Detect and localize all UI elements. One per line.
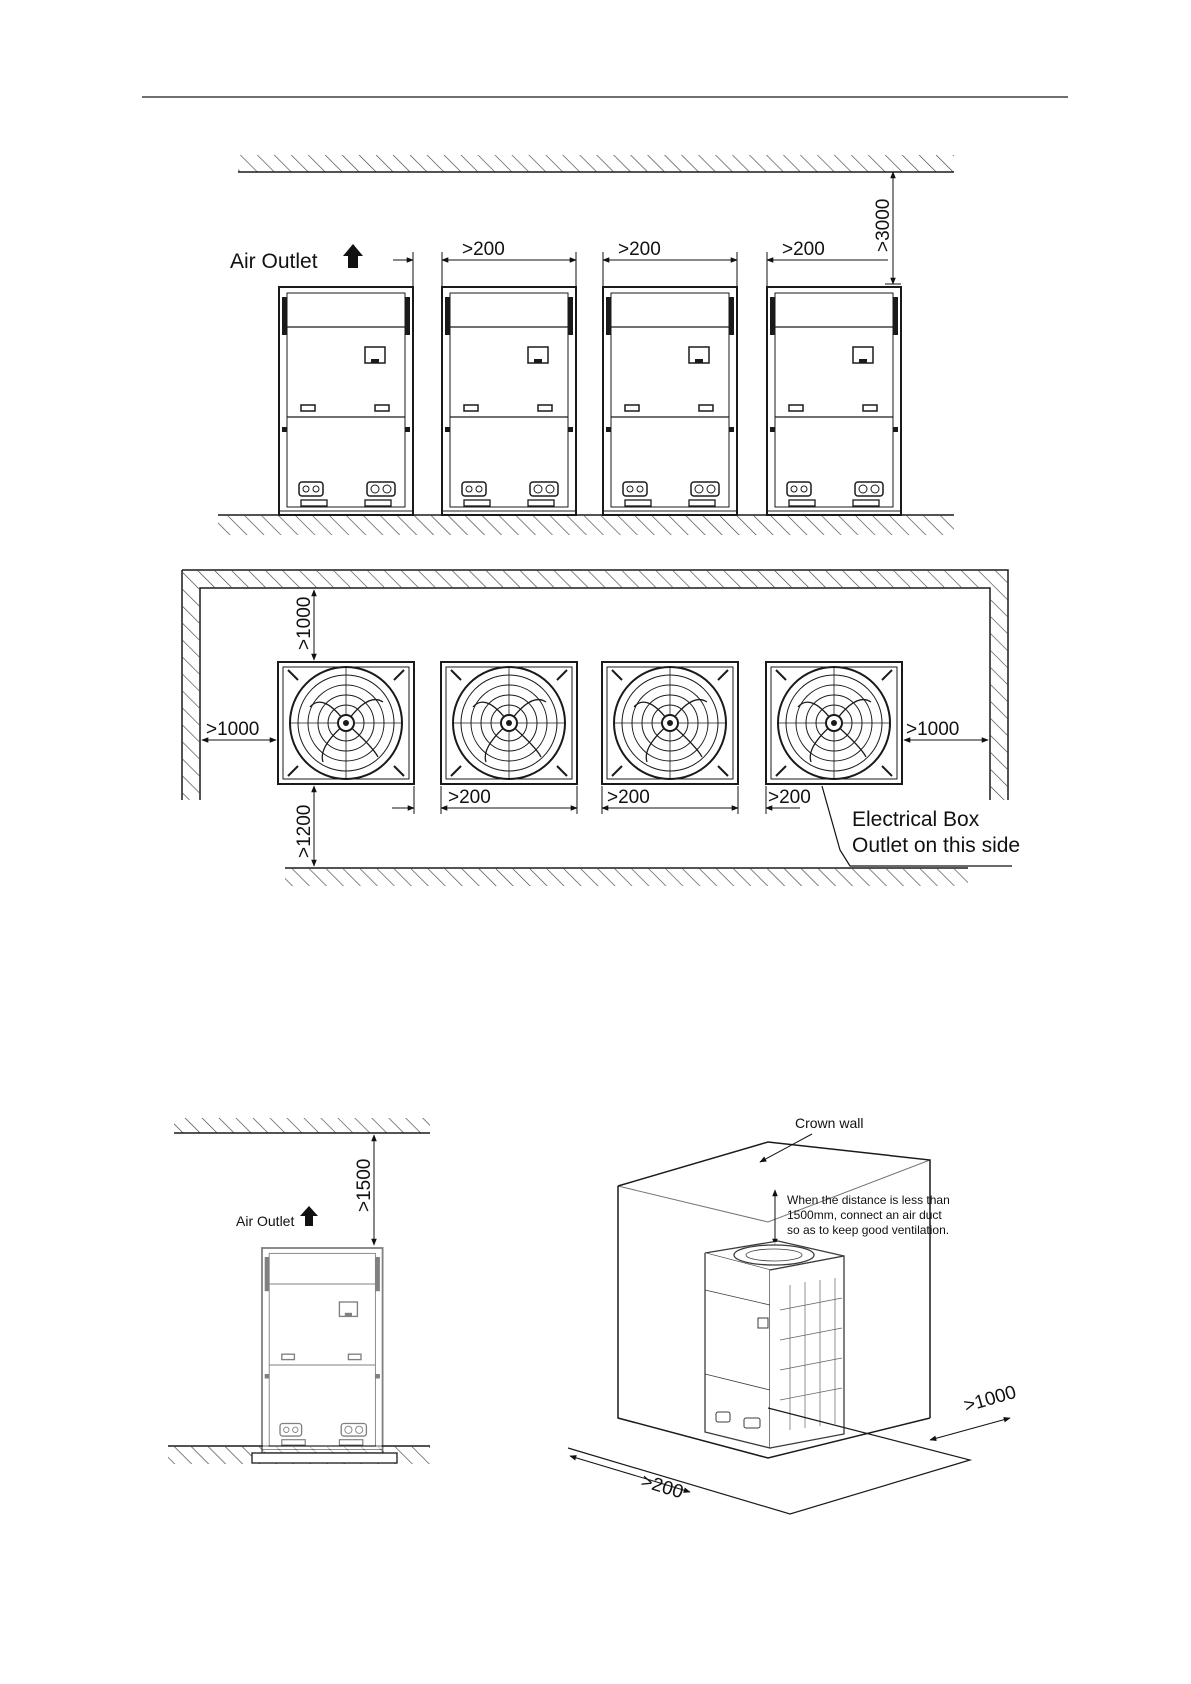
plan-gap-label-3: >200 <box>768 787 811 808</box>
crown-wall-pointer <box>760 1134 812 1162</box>
outdoor-unit-front-4 <box>767 287 901 515</box>
bottom-wall <box>285 868 968 886</box>
outdoor-unit-front-2 <box>442 287 576 515</box>
front-elevation-diagram <box>218 155 954 535</box>
gap-dimension-2 <box>556 239 720 287</box>
plan-gap-dimension-3 <box>718 786 811 814</box>
side-clearance-arrow <box>930 1418 1010 1440</box>
left-clearance-label: >1000 <box>206 719 260 740</box>
outdoor-unit-front-3 <box>603 287 737 515</box>
air-outlet-label: Air Outlet <box>230 250 318 273</box>
gap-label-1: >200 <box>462 239 505 260</box>
ventilation-note-line3: so as to keep good ventilation. <box>787 1223 950 1237</box>
single-ceiling-hatch <box>174 1118 430 1133</box>
right-clearance-label: >1000 <box>906 719 960 740</box>
crown-wall-label: Crown wall <box>795 1115 864 1131</box>
gap-dimension-3 <box>717 239 888 287</box>
plan-gap-label-2: >200 <box>607 787 650 808</box>
bottom-clearance-label: >1200 <box>294 804 315 858</box>
outdoor-unit-plan-3 <box>602 662 738 784</box>
ventilation-note-line1: When the distance is less than <box>787 1193 950 1207</box>
ceiling-clearance-dimension <box>873 172 901 284</box>
single-air-outlet-arrow-icon <box>300 1206 318 1226</box>
gap-dimension-1 <box>393 239 565 287</box>
ceiling-clearance-label: >3000 <box>873 198 894 252</box>
outdoor-unit-front-1 <box>279 287 413 515</box>
electrical-box-label-line1: Electrical Box <box>852 808 980 831</box>
front-clearance-label: >200 <box>638 1470 686 1504</box>
outdoor-unit-plan-2 <box>441 662 577 784</box>
electrical-box-label-line2: Outlet on this side <box>852 834 1021 857</box>
unit-base-plinth <box>252 1453 397 1463</box>
gap-label-3: >200 <box>782 239 825 260</box>
top-clearance-label: >1000 <box>294 596 315 650</box>
air-outlet-arrow-icon <box>343 244 363 268</box>
single-ceiling-clearance-label: >1500 <box>354 1158 375 1212</box>
outdoor-unit-plan-1 <box>278 662 414 784</box>
gap-label-2: >200 <box>618 239 661 260</box>
outdoor-unit-plan-4 <box>766 662 902 784</box>
plan-gap-dimension-1 <box>392 786 566 814</box>
side-clearance-label: >1000 <box>961 1381 1019 1417</box>
single-unit-diagram <box>168 1118 430 1684</box>
plan-view-diagram <box>182 570 1020 886</box>
isometric-diagram <box>568 1115 1019 1514</box>
floor-hatch <box>218 515 954 535</box>
plan-gap-label-1: >200 <box>448 787 491 808</box>
ceiling-hatch <box>238 155 954 172</box>
plan-gap-dimension-2 <box>556 786 724 814</box>
ventilation-note-line2: 1500mm, connect an air duct <box>787 1208 942 1222</box>
single-outdoor-unit <box>262 1248 383 1453</box>
iso-outdoor-unit <box>705 1241 844 1448</box>
single-air-outlet-label: Air Outlet <box>236 1213 295 1229</box>
